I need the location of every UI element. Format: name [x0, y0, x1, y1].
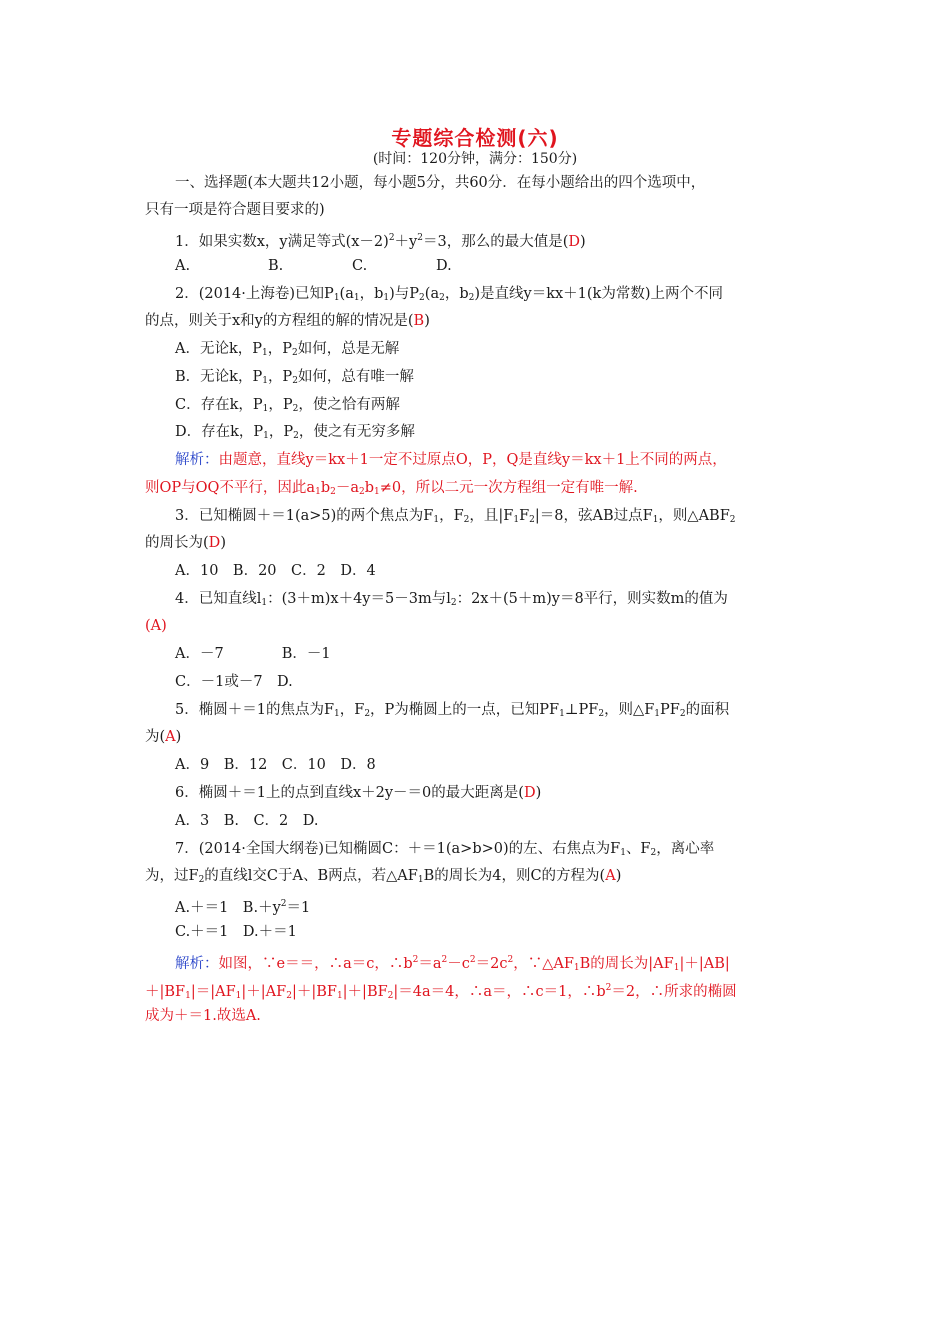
- question-5-stem-line-1: 5．椭圆＋＝1的焦点为$F_1$，$F_2$，P为椭圆上的一点，已知$PF_1\perp PF_2$，则$\triangle F_1PF_2$的面积: [175, 702, 730, 719]
- question-2-option-a: A．无论k，$P_1$，$P_2$如何，总是无解: [175, 341, 400, 358]
- section-intro-line-1: 一、选择题(本大题共12小题，每小题5分，共60分．在每小题给出的四个选项中，: [175, 175, 706, 191]
- question-4-stem-line-2: (A): [145, 618, 167, 634]
- section-intro-line-2: 只有一项是符合题目要求的): [145, 202, 325, 218]
- question-7-solution-line-1: 解析：如图，∵e＝＝，∴a＝c，$\therefore b^2=a^2-c^2=2c^2$，$\because\triangle AF_1B$的周长为$|AF_1|+|AB|$: [175, 955, 730, 973]
- question-1-option-a: A.: [175, 258, 191, 274]
- question-7-solution-line-3: 成为＋＝1.故选A.: [145, 1008, 261, 1024]
- question-3-stem-line-2: 的周长为(D): [145, 535, 226, 551]
- question-3-stem-line-1: 3．已知椭圆＋＝1(a>5)的两个焦点为$F_1$，$F_2$，且$|F_1F_2|=8$，弦AB过点$F_1$，则$\triangle ABF_2$: [175, 508, 736, 525]
- question-7-solution-line-2: $+|BF_1|=|AF_1|+|AF_2|+|BF_1|+|BF_2|=4a=4$，∴a＝，∴c＝1，$\therefore b^2=2$，∴所求的椭圆: [145, 983, 737, 1001]
- solution-label: 解析：: [175, 452, 219, 468]
- question-6-stem: 6．椭圆＋＝1上的点到直线x＋2y－＝0的最大距离是(D): [175, 785, 542, 801]
- question-5-answer: A: [165, 729, 176, 745]
- question-3-options: A．10 B．20 C．2 D．4: [175, 563, 376, 579]
- question-7-stem-line-1: 7．(2014·全国大纲卷)已知椭圆C：＋＝1(a>b>0)的左、右焦点为$F_1$、$F_2$，离心率: [175, 841, 715, 858]
- question-7-stem-line-2: 为，过$F_2$的直线l交C于A、B两点，若$\triangle AF_1B$的周长为4，则C的方程为(A): [145, 868, 622, 885]
- question-6-answer: D: [523, 785, 536, 801]
- question-7-options-cd: C.＋＝1 D.＋＝1: [175, 924, 297, 940]
- page-title: 专题综合检测(六): [391, 126, 559, 150]
- question-2-option-b: B．无论k，$P_1$，$P_2$如何，总有唯一解: [175, 369, 414, 386]
- solution-label: 解析：: [175, 956, 219, 972]
- question-7-options-ab: A.＋＝1 $B.+y^2=1$: [175, 899, 311, 916]
- question-1-option-c: C.: [352, 258, 368, 274]
- question-2-answer: B: [413, 313, 425, 329]
- question-6-options: A．3 B. C．2 D.: [175, 813, 319, 829]
- question-4-options-ab: A．－7 B．－1: [175, 646, 331, 662]
- question-2-option-d: D．存在k，$P_1$，$P_2$，使之有无穷多解: [175, 424, 415, 441]
- question-4-answer: A: [150, 618, 162, 634]
- question-2-solution-line-1: 解析：由题意，直线y＝kx＋1一定不过原点O，P，Q是直线y＝kx＋1上不同的两点，: [175, 452, 727, 468]
- question-5-options: A．9 B．12 C．10 D．8: [175, 757, 376, 773]
- question-2-solution-line-2: 则OP与OQ不平行，因此$a_1b_2-a_2b_1\ne 0$，所以二元一次方程组一定有唯一解.: [145, 480, 638, 497]
- question-1-option-d: D.: [436, 258, 452, 274]
- question-1-stem: 1．如果实数x，y满足等式$(x-2)^2+y^2=3$，那么的最大值是(D): [175, 233, 586, 250]
- question-2-stem-line-1: 2．(2014·上海卷)已知$P_1(a_1$，$b_1$)与$P_2(a_2$，$b_2$)是直线y＝kx＋1(k为常数)上两个不同: [175, 286, 723, 303]
- page-subtitle: (时间：120分钟，满分：150分): [372, 151, 578, 167]
- question-7-answer: A: [605, 868, 616, 884]
- question-2-stem-line-2: 的点，则关于x和y的方程组的解的情况是(B): [145, 313, 430, 329]
- question-4-stem-line-1: 4．已知直线$l_1$：(3＋m)x＋4y＝5－3m与$l_2$：2x＋(5＋m)y＝8平行，则实数m的值为: [175, 591, 728, 608]
- question-4-options-cd: C．－1或－7 D.: [175, 674, 293, 690]
- question-1-answer: D: [568, 234, 581, 250]
- question-5-stem-line-2: 为(A): [145, 729, 182, 745]
- question-1-option-b: B.: [268, 258, 284, 274]
- question-2-option-c: C．存在k，$P_1$，$P_2$，使之恰有两解: [175, 397, 400, 414]
- question-3-answer: D: [208, 535, 221, 551]
